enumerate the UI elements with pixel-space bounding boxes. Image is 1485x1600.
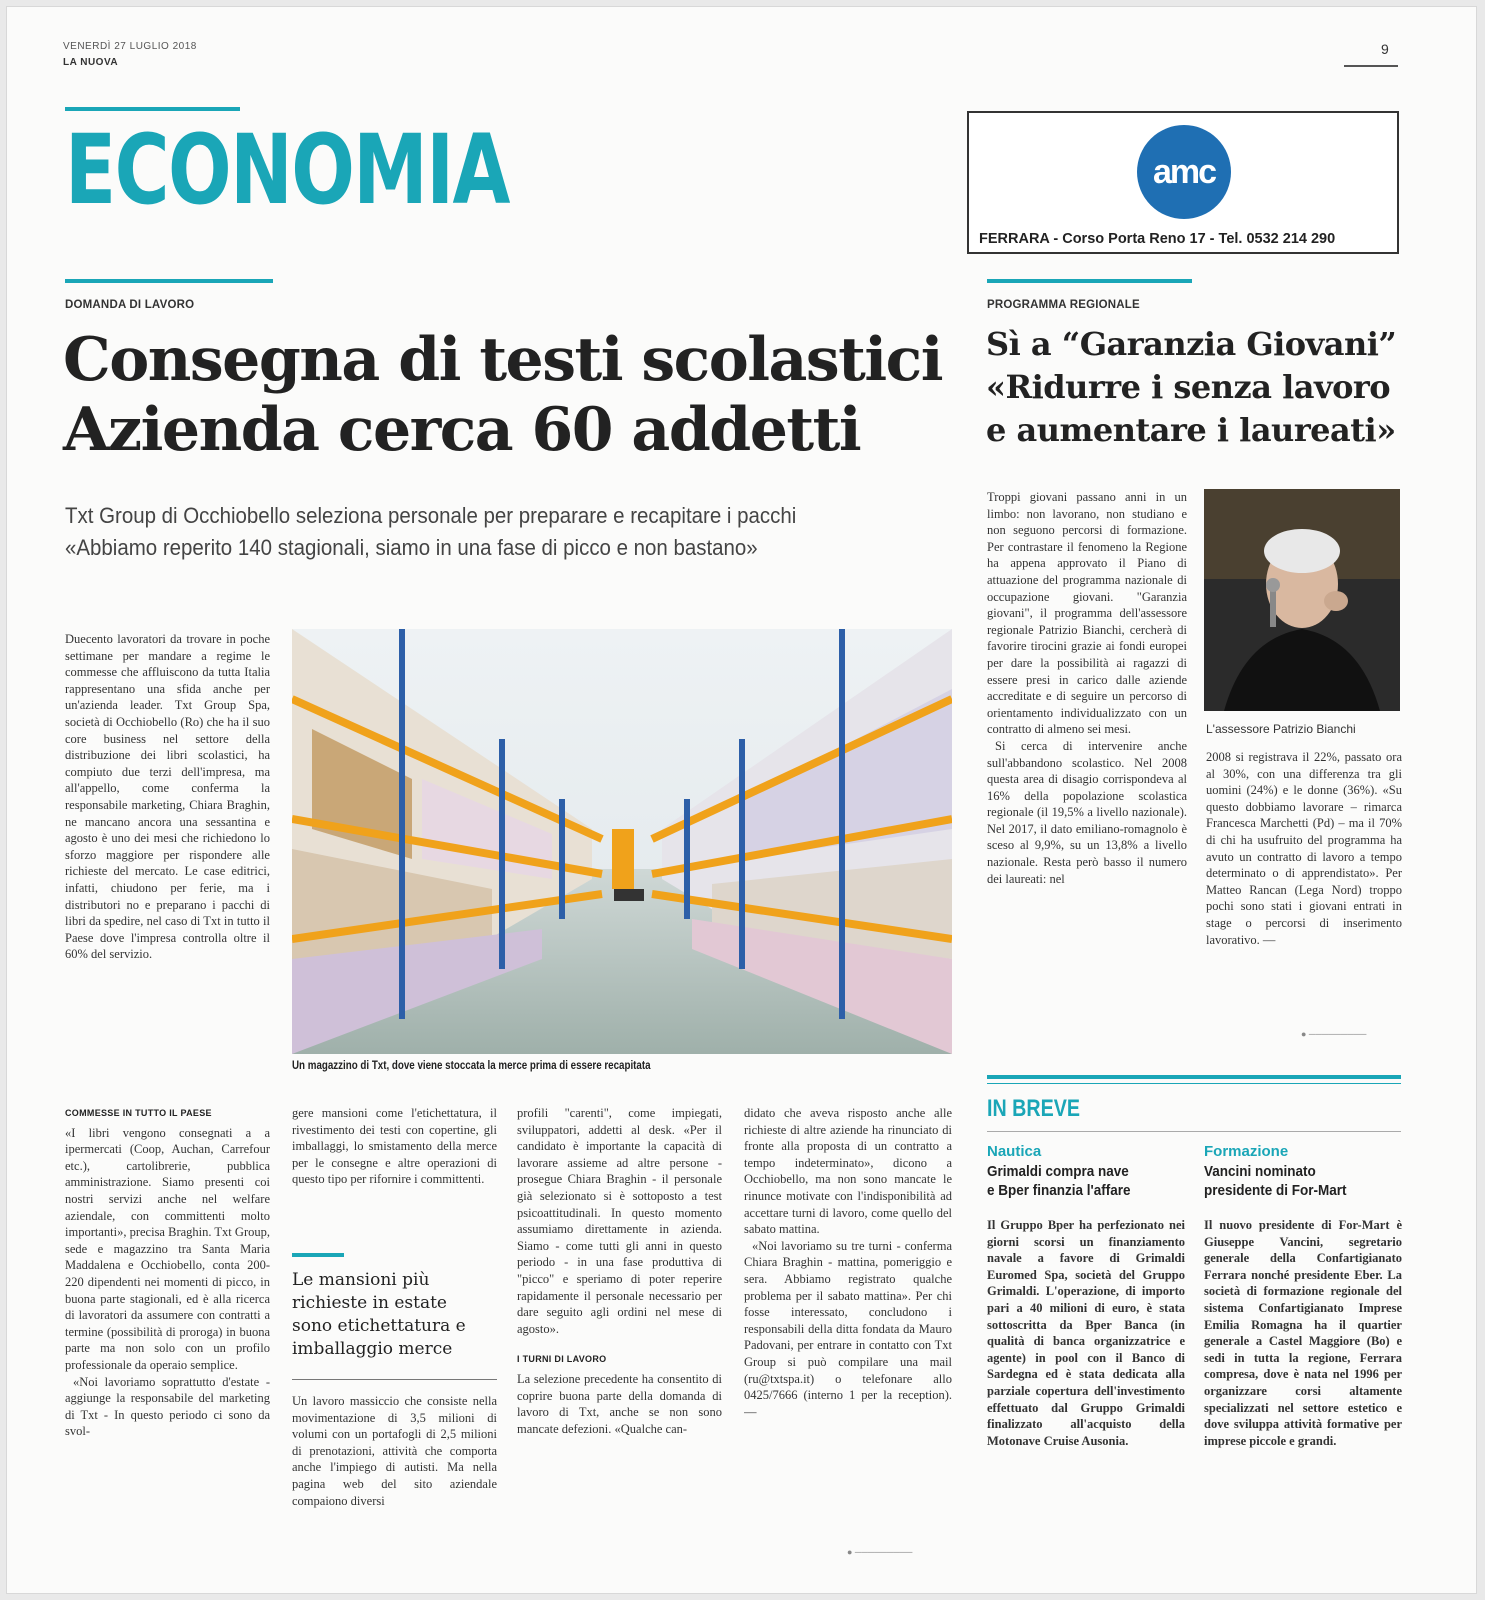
in-breve-rule — [987, 1131, 1401, 1132]
side-kicker-bar — [987, 279, 1192, 283]
page-number: 9 — [1381, 41, 1389, 57]
main-col1-p2: «Noi lavoriamo soprattutto d'estate - aggiunge la responsabile del marketing di Txt - In questo periodo ci sono da svol- — [65, 1374, 270, 1439]
newspaper-page — [6, 6, 1477, 1594]
pullquote: Le mansioni più richieste in estate sono etichettatura e imballaggio merce — [292, 1270, 466, 1359]
in-breve-title: IN BREVE — [987, 1095, 1080, 1122]
main-headline-line1: Consegna di testi scolastici — [63, 325, 943, 395]
side-signature-icon: ● ───────── — [1301, 1029, 1367, 1039]
pullquote-rule — [292, 1379, 497, 1380]
warehouse-photo — [292, 629, 952, 1054]
main-col4 — [744, 1105, 952, 1545]
section-accent-bar — [65, 107, 240, 111]
pullquote-bar — [292, 1253, 344, 1257]
breve-tag-nautica: Nautica — [987, 1143, 1042, 1160]
side-col1-p1: Troppi giovani passano anni in un limbo: non lavorano, non studiano e non seguono percorsi di formazione. Per contrastare il fenomeno la Regione ha appena approvato il Piano di attuazione del programma nazionale di occupazione giovani. "Garanzia giovani", il programma dell'assessore regionale Patrizio Bianchi, cercherà di favorire tirocini grazie ai fondi europei per dare la possibilità ai ragazzi di essere presi in carico dalle aziende accreditate e di seguire un percorso di orientamento individualizzato con un contratto di almeno sei mesi. — [987, 490, 1187, 737]
section-title: ECONOMIA — [65, 114, 509, 226]
in-breve-bar-top — [987, 1075, 1401, 1079]
advert-address: FERRARA - Corso Porta Reno 17 - Tel. 0532 214 290 — [979, 231, 1336, 247]
main-subhead-commesse: COMMESSE IN TUTTO IL PAESE — [65, 1108, 212, 1118]
main-headline-line2: Azienda cerca 60 addetti — [63, 395, 861, 465]
side-kicker: PROGRAMMA REGIONALE — [987, 299, 1140, 311]
side-col2 — [1206, 749, 1402, 1039]
breve-body-nautica — [987, 1217, 1185, 1587]
main-col1-top-text: Duecento lavoratori da trovare in poche settimane per mandare a regime le commesse che affluiscono da tutta Italia rappresentano una sfida anche per un'azienda leader. Txt Group Spa, società di Occhiobello (Ro) che ha il suo core business nel settore della distribuzione dei libri scolastici, ha compiuto due terzi dell'impresa, ma all'appello, come conferma la responsabile marketing, Chiara Braghin, ne mancano ancora una sessantina e agosto è uno dei mesi che richiedono lo sforzo maggiore per rispondere alle richieste del mercato. Le case editrici, infatti, chiudono per ferie, ma i distributori no e preparano i pacchi di libri da spedire, nel caso di Txt in tutto il Paese dove l'impresa controlla oltre il 60% del servizio. — [65, 632, 270, 962]
main-signature-icon: ● ───────── — [847, 1547, 913, 1557]
main-col3-p2: La selezione precedente ha consentito di coprire buona parte della domanda di lavoro di Txt, anche se non sono mancate defezioni. «Qualche can- — [517, 1371, 722, 1436]
main-summary-line2: «Abbiamo reperito 140 stagionali, siamo in una fase di picco e non bastano» — [65, 535, 758, 560]
main-col2-top — [292, 1105, 497, 1233]
side-col2-p1: 2008 si registrava il 22%, passato ora al 30%, con una differenza tra gli uomini (24%) e le donne (36%). «Su questo dobbiamo lavorare – rimarca Francesca Marchetti (Pd) – ma il 70% di chi ha usufruito del programma ha avuto un contratto di lavoro a tempo determinato o di apprendistato». Per Matteo Rancan (Lega Nord) troppo pochi sono stati i giovani entrati in stage o percorsi di inserimento lavorativo. — — [1206, 750, 1402, 947]
side-col1-p2: Si cerca di intervenire anche sull'abbandono scolastico. Nel 2008 questa area di disagio corrispondeva al 16% della popolazione scolastica regionale (il 19,5% a livello nazionale). Nel 2017, il dato emiliano-romagnolo è sceso al 9,9%, su un 13,8% a livello nazionale. Resta però basso il numero dei laureati: nel — [987, 738, 1187, 886]
breve-body-formazione — [1204, 1217, 1402, 1587]
main-col1-p1: «I libri vengono consegnati a a ipermercati (Coop, Auchan, Carrefour etc.), cartolibrerie, pubblica amministrazione. Siamo presenti coi nostri servizi anche nel welfare aziendale, con committenti molto importanti», precisa Braghin. Txt Group, sede e magazzino tra Santa Maria Maddalena e Occhiobello, conta 200-220 dipendenti nei momenti di picco, in buona parte stagionali, ed è alla ricerca di lavoratori da assumere con contratti a termine (possibilità di proroga) in buona parte ma non solo con un profilo professionale da operaio semplice. — [65, 1125, 270, 1372]
breve-body-nautica-text: Il Gruppo Bper ha perfezionato nei giorni scorsi un finanziamento navale a favore di Grimaldi Euromed Spa, società del Gruppo Grimaldi. L'operazione, di importo pari a 40 milioni di euro, è stata sottoscritta da Bper Banca (in qualità di banca organizzatrice e agente) in pool con il Banco di Sardegna ed è stata dedicata alla parziale copertura dell'investimento effettuato dal Gruppo Grimaldi finalizzato all'acquisto della Motonave Cruise Ausonia. — [987, 1218, 1185, 1448]
in-breve-bar-thin — [987, 1083, 1401, 1084]
breve-headline-nautica-1: Grimaldi compra nave — [987, 1163, 1129, 1180]
main-col1 — [65, 1105, 270, 1581]
main-kicker: DOMANDA DI LAVORO — [65, 299, 195, 311]
amc-logo: amc — [1137, 125, 1231, 219]
issue-date: VENERDÌ 27 LUGLIO 2018 — [63, 41, 197, 52]
page-number-rule — [1344, 65, 1398, 67]
breve-body-formazione-text: Il nuovo presidente di For-Mart è Giuseppe Vancini, segretario generale della Confartigianato Ferrara nonché presidente Eber. La società di formazione regionale del sistema Confartigianato Imprese Emilia Romagna ha il quartier generale a Castel Maggiore (Bo) e sedi in tutta la regione, Ferrara compresa, dove è nata nel 1996 per organizzare corsi altamente specializzati nel settore estetico e dove sviluppa attività formative per imprese piccole e grandi. — [1204, 1218, 1402, 1448]
side-col1 — [987, 489, 1187, 1045]
main-col1-top — [65, 631, 270, 1086]
breve-headline-formazione-1: Vancini nominato — [1204, 1163, 1316, 1180]
newspaper-name: LA NUOVA — [63, 57, 119, 68]
main-col3-p1: profili "carenti", come impiegati, sviluppatori, addetti al desk. «Per il candidato è importante la capacità di lavorare assieme ad altre persone - prosegue Chiara Braghin - il personale già selezionato si è sottoposto a test psicoattitudinali. In questo momento assumiamo direttamente in azienda. Siamo - come tutti gli anni in questo periodo - in una fase produttiva di "picco" e speriamo di poter reperire rapidamente il personale necessario per dare seguito agli ordini nel mese di agosto». — [517, 1106, 722, 1336]
breve-headline-nautica-2: e Bper finanzia l'affare — [987, 1182, 1131, 1199]
breve-tag-formazione: Formazione — [1204, 1143, 1289, 1160]
main-col2-bottom — [292, 1393, 497, 1513]
main-col3 — [517, 1105, 722, 1581]
main-col2-p1: gere mansioni come l'etichettatura, il rivestimento dei testi con copertine, gli imballaggi, lo smistamento della merce per le consegne e altre operazioni di questo tipo per rifornire i committenti. — [292, 1106, 497, 1187]
main-col2-p2: Un lavoro massiccio che consiste nella movimentazione di 3,5 milioni di volumi con un portafogli di 2,5 milioni di prenotazioni, attività che comporta anche l'impiego di autisti. Ma nella pagina web del sito aziendale compaiono diversi — [292, 1394, 497, 1508]
side-headline-line2: «Ridurre i senza lavoro — [986, 368, 1391, 406]
main-subhead-turni: I TURNI DI LAVORO — [517, 1354, 607, 1365]
assessore-photo — [1204, 489, 1400, 711]
breve-headline-formazione-2: presidente di For-Mart — [1204, 1182, 1347, 1199]
warehouse-photo-caption: Un magazzino di Txt, dove viene stoccata la merce prima di essere recapitata — [292, 1060, 651, 1072]
side-headline-line1: Sì a “Garanzia Giovani” — [986, 325, 1397, 363]
assessore-photo-caption: L'assessore Patrizio Bianchi — [1206, 722, 1356, 736]
main-kicker-bar — [65, 279, 273, 283]
side-headline-line3: e aumentare i laureati» — [986, 411, 1396, 449]
main-summary-line1: Txt Group di Occhiobello seleziona personale per preparare e recapitare i pacchi — [65, 503, 797, 528]
advert-box[interactable] — [967, 111, 1399, 254]
main-col4-p2: «Noi lavoriamo su tre turni - conferma Chiara Braghin - mattina, pomeriggio e sera. Abbiamo registrato qualche problema per il sabato mattina». Per chi fosse interessato, concludono i responsabili della ditta fondata da Mauro Padovani, per entrare in contatto con Txt Group si può compilare una mail (ru@txtspa.it) o telefonare allo 0425/7666 (interno 1 per la reception). — — [744, 1238, 952, 1419]
main-col4-p1: didato che aveva risposto anche alle richieste di altre aziende ha rinunciato di fronte alla proposta di un contratto a tempo indeterminato», dicono a Occhiobello, ma non sono mancate le rinunce motivate con l'indisponibilità ad accettare turni di lavoro, come quello del sabato mattina. — [744, 1106, 952, 1237]
